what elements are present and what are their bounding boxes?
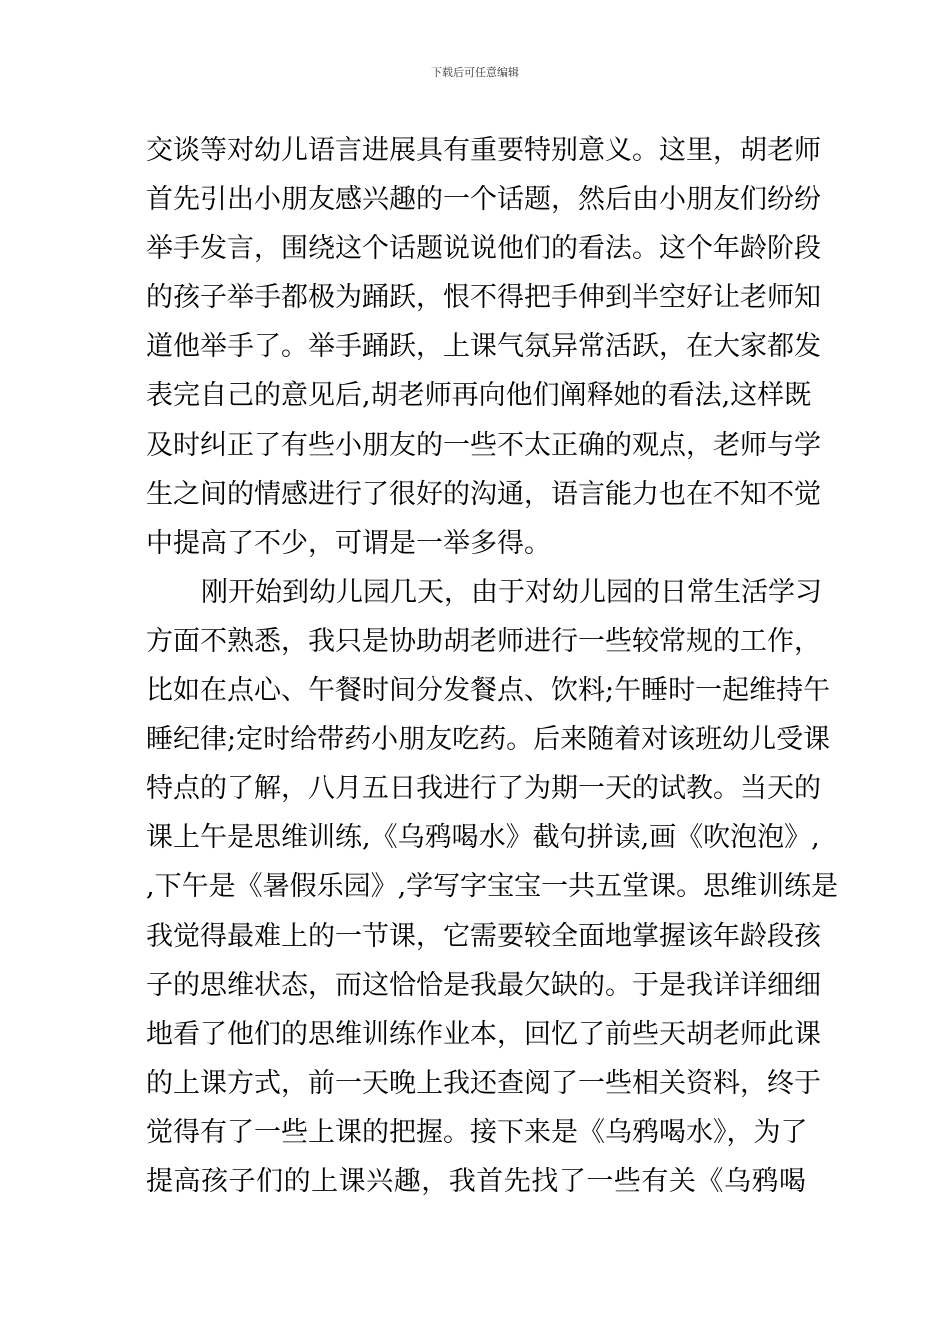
- text-line: 子的思维状态，而这恰恰是我最欠缺的。于是我详详细细: [146, 969, 821, 1001]
- paragraph-2: [146, 568, 839, 1206]
- text-line: 举手发言，围绕这个话题说说他们的看法。这个年龄阶段: [146, 233, 821, 265]
- text-line: 刚开始到幼儿园几天，由于对幼儿园的日常生活学习: [201, 576, 822, 608]
- page-header: 下载后可任意编辑: [431, 66, 519, 79]
- text-line: 交谈等对幼儿语言进展具有重要特别意义。这里，胡老师: [146, 135, 821, 166]
- text-line: 表完自己的意见后,胡老师再向他们阐释她的看法,这样既: [146, 380, 812, 412]
- text-line: 的孩子举手都极为踊跃，恨不得把手伸到半空好让老师知: [146, 282, 821, 314]
- text-line: 首先引出小朋友感兴趣的一个话题，然后由小朋友们纷纷: [146, 184, 821, 216]
- text-line: 特点的了解，八月五日我进行了为期一天的试教。当天的: [146, 773, 821, 805]
- body-text: [146, 126, 839, 1206]
- text-line: 方面不熟悉，我只是协助胡老师进行一些较常规的工作，: [146, 625, 821, 657]
- text-line: 提高孩子们的上课兴趣，我首先找了一些有关《乌鸦喝: [146, 1165, 806, 1197]
- text-line: 中提高了不少，可谓是一举多得。: [146, 527, 551, 559]
- text-line: 比如在点心、午餐时间分发餐点、饮料;午睡时一起维持午: [146, 675, 831, 707]
- text-line: 觉得有了一些上课的把握。接下来是《乌鸦喝水》，为了: [146, 1116, 808, 1148]
- paragraph-1: [146, 126, 821, 568]
- text-line: ,下午是《暑假乐园》,学写字宝宝一共五堂课。思维训练是: [146, 871, 839, 903]
- text-line: 道他举手了。举手踊跃，上课气氛异常活跃，在大家都发: [146, 331, 821, 363]
- text-line: 地看了他们的思维训练作业本，回忆了前些天胡老师此课: [146, 1018, 821, 1050]
- text-line: 课上午是思维训练,《乌鸦喝水》截句拼读,画《吹泡泡》,: [146, 822, 820, 854]
- text-line: 的上课方式，前一天晚上我还查阅了一些相关资料，终于: [146, 1067, 821, 1099]
- text-line: 生之间的情感进行了很好的沟通，语言能力也在不知不觉: [146, 478, 821, 510]
- text-line: 睡纪律;定时给带药小朋友吃药。后来随着对该班幼儿受课: [146, 724, 831, 756]
- text-line: 我觉得最难上的一节课，它需要较全面地掌握该年龄段孩: [146, 920, 821, 952]
- text-line: 及时纠正了有些小朋友的一些不太正确的观点，老师与学: [146, 429, 821, 461]
